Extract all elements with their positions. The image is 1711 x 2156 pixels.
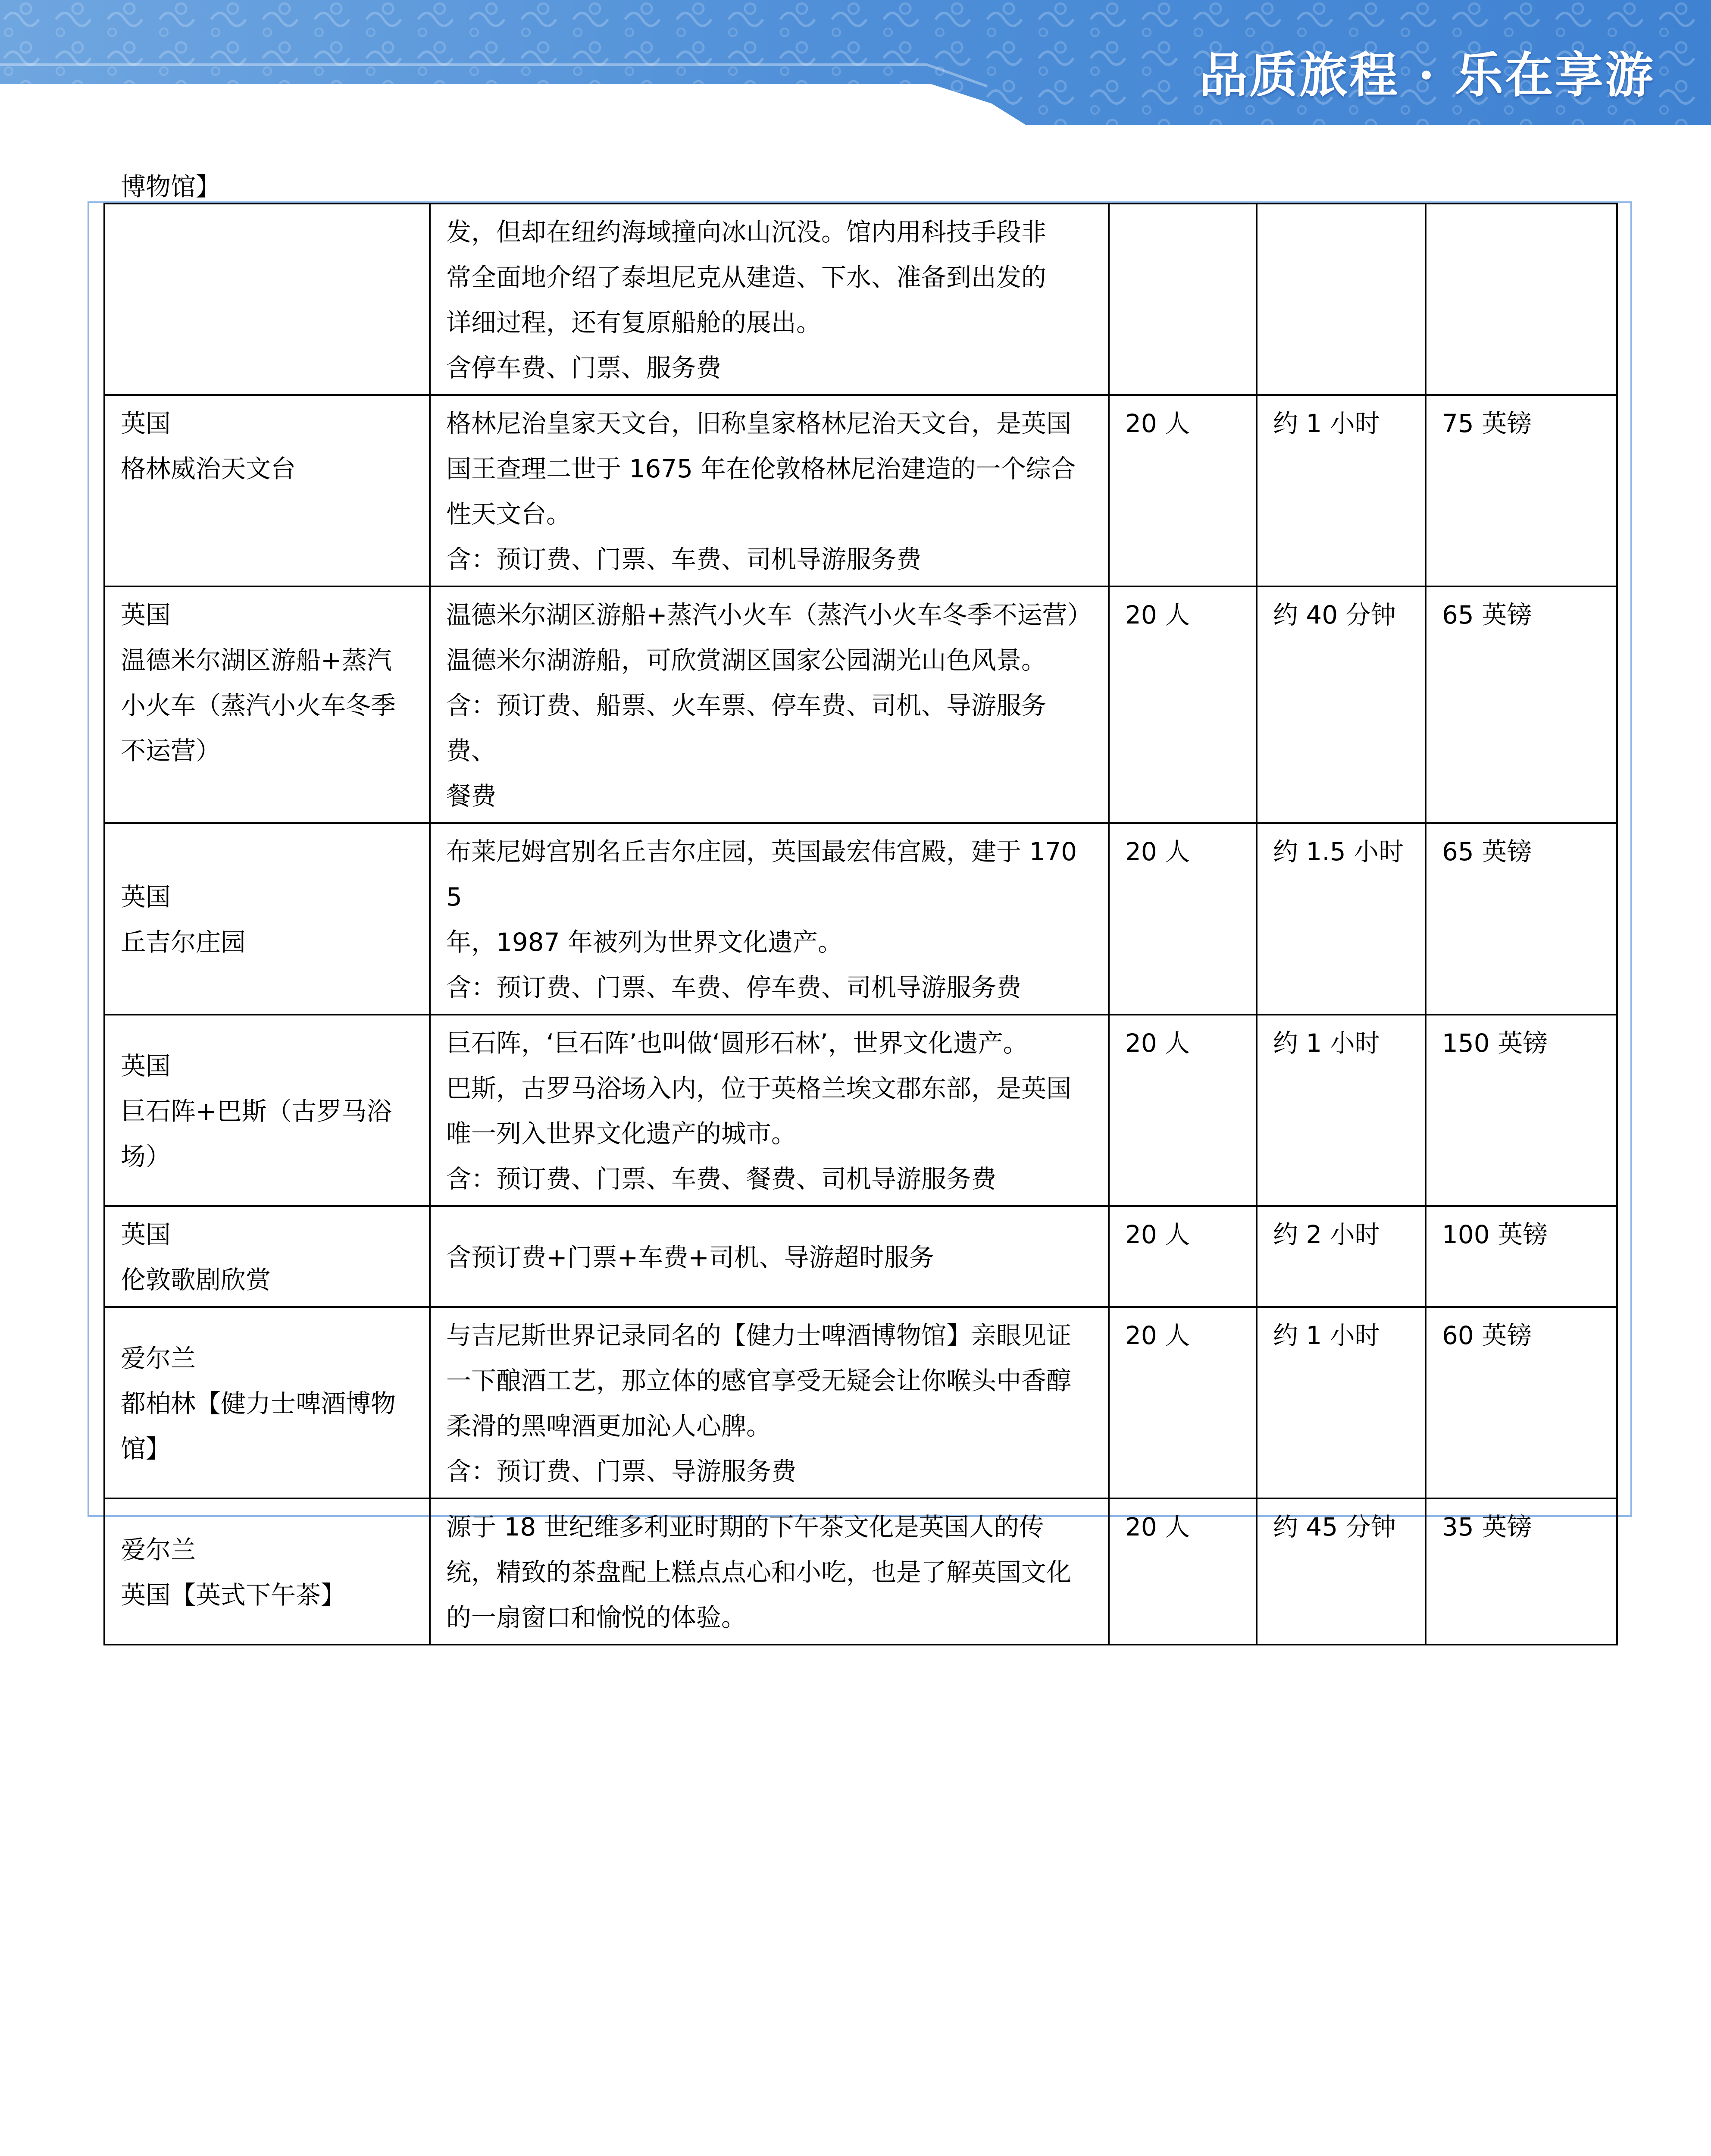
header-slogan: 品质旅程 · 乐在享游 — [1199, 47, 1655, 103]
min-people-cell — [1109, 204, 1257, 395]
description-line: 含：预订费、门票、车费、司机导游服务费 — [446, 545, 922, 574]
min-people-cell: 20 人 — [1109, 823, 1257, 1015]
attraction-cell — [104, 1206, 430, 1307]
attraction-cell — [104, 586, 430, 823]
description-line: 一下酿酒工艺，那立体的感官享受无疑会让你喉头中香醇 — [446, 1366, 1072, 1395]
description-line: 唯一列入世界文化遗产的城市。 — [446, 1119, 797, 1148]
min-people-cell: 20 人 — [1109, 1498, 1257, 1645]
excursion-table — [103, 172, 1618, 1645]
min-people-cell: 20 人 — [1109, 1015, 1257, 1206]
description-cell — [430, 1307, 1109, 1498]
attraction-cell — [104, 1307, 430, 1498]
description-cell — [430, 823, 1109, 1015]
description-line: 详细过程，还有复原船舱的展出。 — [446, 308, 822, 337]
attraction-name: 格林威治天文台 — [121, 454, 296, 483]
price-cell: 100 英镑 — [1426, 1206, 1617, 1307]
attraction-cell — [104, 172, 430, 395]
duration-cell: 约 1.5 小时 — [1257, 823, 1426, 1015]
region-label: 英国 — [121, 882, 171, 912]
description-line: 源于 18 世纪维多利亚时期的下午茶文化是英国人的传 — [446, 1512, 1044, 1542]
description-line: 格林尼治皇家天文台，旧称皇家格林尼治天文台，是英国 — [446, 409, 1072, 438]
duration-cell: 约 2 小时 — [1257, 1206, 1426, 1307]
description-cell — [430, 586, 1109, 823]
attraction-name: 都柏林【健力士啤酒博物馆】 — [121, 1388, 396, 1463]
description-line: 含：预订费、门票、车费、停车费、司机导游服务费 — [446, 973, 1022, 1002]
description-line: 的一扇窗口和愉悦的体验。 — [446, 1603, 747, 1632]
description-line: 温德米尔湖游船，可欣赏湖区国家公园湖光山色风景。 — [446, 646, 1047, 675]
description-line: 含：预订费、门票、导游服务费 — [446, 1457, 797, 1486]
region-label: 英国 — [121, 409, 171, 438]
description-line: 含：预订费、门票、车费、餐费、司机导游服务费 — [446, 1164, 997, 1194]
table-row — [104, 395, 1617, 586]
price-cell — [1426, 204, 1617, 395]
description-cell — [430, 204, 1109, 395]
duration-cell: 约 1 小时 — [1257, 1015, 1426, 1206]
min-people-cell: 20 人 — [1109, 586, 1257, 823]
price-cell: 65 英镑 — [1426, 586, 1617, 823]
description-line: 含：预订费、船票、火车票、停车费、司机、导游服务费、 — [446, 691, 1047, 765]
description-cell — [430, 1206, 1109, 1307]
region-label: 英国 — [121, 600, 171, 630]
description-line: 温德米尔湖区游船+蒸汽小火车（蒸汽小火车冬季不运营） — [446, 600, 1092, 630]
description-cell — [430, 1498, 1109, 1645]
price-cell: 150 英镑 — [1426, 1015, 1617, 1206]
description-line: 统，精致的茶盘配上糕点点心和小吃，也是了解英国文化 — [446, 1557, 1072, 1587]
attraction-name: 伦敦歌剧欣赏 — [121, 1265, 271, 1294]
table-row — [104, 1498, 1617, 1645]
attraction-cell — [104, 823, 430, 1015]
description-line: 柔滑的黑啤酒更加沁人心脾。 — [446, 1411, 772, 1441]
duration-cell: 约 40 分钟 — [1257, 586, 1426, 823]
description-cell — [430, 395, 1109, 586]
region-label: 爱尔兰 — [121, 1343, 196, 1373]
description-cell — [430, 1015, 1109, 1206]
region-label: 英国 — [121, 1051, 171, 1081]
region-label: 爱尔兰 — [121, 1535, 196, 1564]
table-row — [104, 204, 1617, 395]
min-people-cell: 20 人 — [1109, 395, 1257, 586]
table-row — [104, 823, 1617, 1015]
description-line: 餐费 — [446, 781, 497, 811]
duration-cell: 约 1 小时 — [1257, 395, 1426, 586]
price-cell: 75 英镑 — [1426, 395, 1617, 586]
attraction-name: 博物馆】 — [121, 172, 221, 201]
table-row — [104, 586, 1617, 823]
min-people-cell: 20 人 — [1109, 1206, 1257, 1307]
table-row — [104, 1015, 1617, 1206]
duration-cell: 约 1 小时 — [1257, 1307, 1426, 1498]
description-line: 常全面地介绍了泰坦尼克从建造、下水、准备到出发的 — [446, 263, 1047, 292]
description-line: 年，1987 年被列为世界文化遗产。 — [446, 928, 843, 957]
attraction-cell — [104, 395, 430, 586]
attraction-cell — [104, 1015, 430, 1206]
table-row — [104, 1206, 1617, 1307]
price-cell: 60 英镑 — [1426, 1307, 1617, 1498]
price-cell: 65 英镑 — [1426, 823, 1617, 1015]
table-row — [104, 1307, 1617, 1498]
attraction-name: 英国【英式下午茶】 — [121, 1580, 346, 1610]
description-line: 发，但却在纽约海域撞向冰山沉没。馆内用科技手段非 — [446, 217, 1047, 247]
description-line: 性天文台。 — [446, 499, 572, 529]
description-line: 巨石阵，‘巨石阵’也叫做‘圆形石林’，世界文化遗产。 — [446, 1028, 1028, 1058]
attraction-name: 巨石阵+巴斯（古罗马浴场） — [121, 1096, 392, 1171]
description-line: 布莱尼姆宫别名丘吉尔庄园，英国最宏伟宫殿，建于 1705 — [446, 837, 1077, 912]
description-line: 巴斯，古罗马浴场入内，位于英格兰埃文郡东部，是英国 — [446, 1074, 1072, 1103]
description-line: 国王查理二世于 1675 年在伦敦格林尼治建造的一个综合 — [446, 454, 1076, 483]
description-line: 与吉尼斯世界记录同名的【健力士啤酒博物馆】亲眼见证 — [446, 1321, 1072, 1350]
price-cell: 35 英镑 — [1426, 1498, 1617, 1645]
region-label: 英国 — [121, 1220, 171, 1249]
attraction-name: 温德米尔湖区游船+蒸汽小火车（蒸汽小火车冬季不运营） — [121, 646, 396, 765]
duration-cell — [1257, 204, 1426, 395]
min-people-cell: 20 人 — [1109, 1307, 1257, 1498]
duration-cell: 约 45 分钟 — [1257, 1498, 1426, 1645]
description-line: 含停车费、门票、服务费 — [446, 353, 722, 382]
attraction-name: 丘吉尔庄园 — [121, 928, 246, 957]
header-banner — [0, 0, 1711, 129]
description-line: 含预订费+门票+车费+司机、导游超时服务 — [446, 1242, 934, 1272]
attraction-cell — [104, 1498, 430, 1645]
